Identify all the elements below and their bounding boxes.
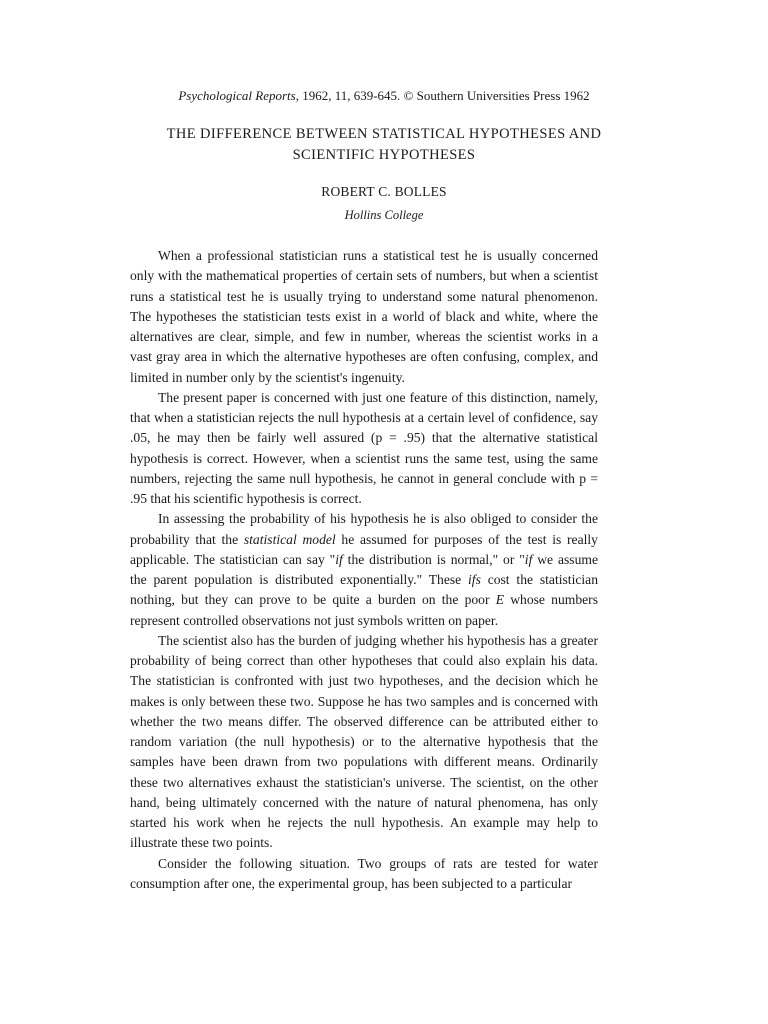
paragraph-3-text: In assessing the probability of his hypothesis he is also obliged to consider the probability that the (130, 511, 598, 547)
paragraph-3-text: cost the statistician nothing, but they can prove to be quite a burden on the poor (130, 572, 598, 608)
paper-title (0, 124, 768, 166)
paragraph-2: The present paper is concerned with just one feature of this distinction, namely, that when a statistician rejects the null hypothesis at a certain level of confidence, say .05, he may then be fairly well assured (p = .95) that the alternative statistical hypothesis is correct. However, when a scientist runs the same test, using the same numbers, rejecting the same null hypothesis, he cannot in general conclude with p = .95 that his scientific hypothesis is correct. (130, 389, 598, 506)
paragraph-3 (130, 509, 598, 631)
paragraph-3-text: he assumed for purposes of the test is really applicable. The statistician can say " (130, 531, 598, 567)
article-body (130, 246, 598, 894)
title-line-2: SCIENTIFIC HYPOTHESES (292, 147, 476, 163)
journal-name: Psychological Reports, (178, 88, 299, 103)
paragraph-4: The scientist also has the burden of judging whether his hypothesis has a greater probability of being correct than other hypotheses that could also explain his data. The statistician is confronted with just two hypotheses, and the decision which he makes is only between these two. Suppose he has two samples and is concerned with whether the two means differ. The observed difference can be attributed either to random variation (the null hypothesis) or to the alternative hypothesis that the samples have been drawn from two populations with different means. Ordinarily these two alternatives exhaust the statistician's universe. The scientist, on the other hand, being ultimately concerned with the nature of natural phenomena, has only started his work when he rejects the null hypothesis. An example may help to illustrate these two points. (130, 632, 598, 851)
paragraph-3-text: the distribution is normal," or " (342, 551, 525, 567)
paragraph-5: Consider the following situation. Two groups of rats are tested for water consumption after one, the experimental group, has been subjected to a particular (130, 855, 598, 891)
paragraph-1: When a professional statistician runs a statistical test he is usually concerned only with the mathematical properties of certain sets of numbers, but when a scientist runs a statistical test he is usually trying to understand some natural phenomenon. The hypotheses the statistician tests exist in a world of black and white, where the alternatives are clear, simple, and few in number, whereas the scientist works in a vast gray area in which the alternative hypotheses are often confusing, complex, and limited in number only by the scientist's ingenuity. (130, 248, 598, 385)
emphasis-if: if (335, 551, 343, 567)
paragraph-3-text: we assume the parent population is distributed exponentially." These (130, 551, 598, 587)
citation-line (0, 88, 768, 104)
author-affiliation: Hollins College (344, 208, 424, 222)
emphasis-e: E (495, 592, 505, 608)
author-name: ROBERT C. BOLLES (321, 184, 447, 199)
paragraph-3-text: whose numbers represent controlled observations not just symbols written on paper. (130, 592, 598, 628)
emphasis-ifs: ifs (468, 572, 481, 587)
title-line-1: THE DIFFERENCE BETWEEN STATISTICAL HYPOTHESES AND (166, 126, 602, 142)
emphasis-if: if (524, 551, 533, 567)
emphasis-statistical-model: statistical model (243, 531, 336, 547)
citation-details: 1962, 11, 639-645. © Southern Universities Press 1962 (298, 88, 590, 103)
